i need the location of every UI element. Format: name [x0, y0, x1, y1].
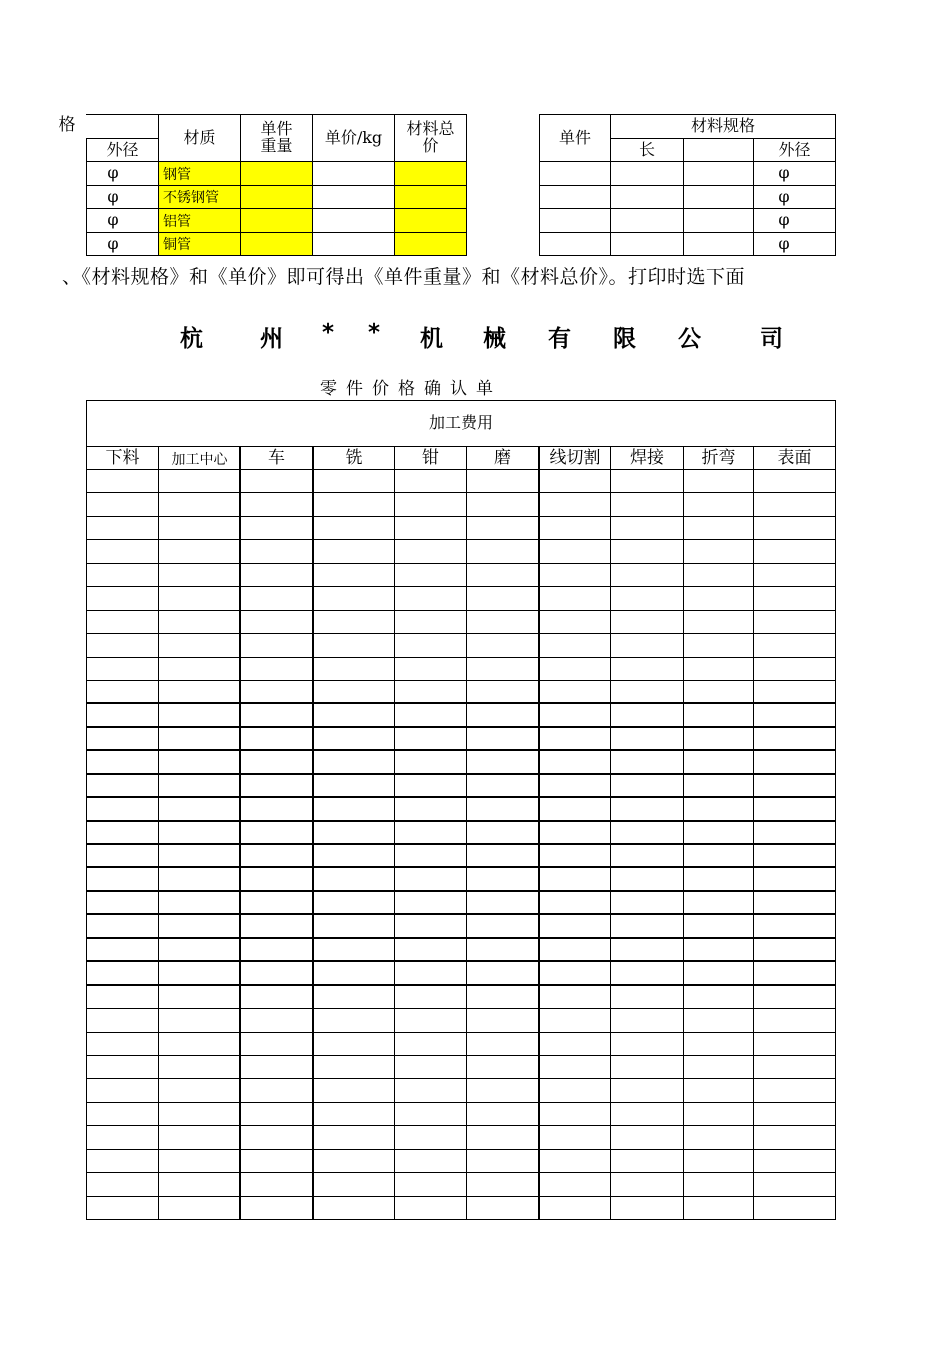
company-name: [0, 320, 950, 352]
grid-line: [86, 1032, 836, 1033]
phi-symbol: φ: [778, 233, 790, 253]
grid-line: [86, 1102, 836, 1103]
column-header: 磨: [494, 447, 511, 468]
header-outer-diameter-right: 外径: [778, 139, 811, 159]
grid-line: [86, 749, 836, 751]
company-char: 司: [760, 326, 783, 352]
grid-line: [86, 400, 87, 1220]
grid-line: [86, 680, 836, 681]
grid-line: [86, 1078, 836, 1079]
grid-line: [538, 446, 540, 1220]
grid-line: [86, 937, 836, 939]
grid-line: [86, 1219, 836, 1220]
column-header: 表面: [777, 447, 812, 468]
grid-line: [86, 657, 836, 658]
company-char: *: [322, 320, 335, 346]
grid-line: [312, 446, 314, 1220]
phi-symbol: φ: [107, 186, 119, 206]
grid-line: [158, 446, 159, 1220]
grid-line: [86, 610, 836, 611]
grid-line: [86, 984, 836, 986]
grid-line: [86, 469, 836, 470]
grid-line: [86, 539, 836, 540]
column-header: 车: [268, 447, 285, 468]
grid-line: [86, 702, 836, 704]
grid-line: [86, 866, 836, 868]
grid-line: [835, 400, 836, 1220]
phi-symbol: φ: [107, 210, 119, 230]
grid-line: [753, 446, 754, 1220]
company-char: *: [368, 320, 381, 346]
company-char: 州: [260, 326, 283, 352]
column-header: 折弯: [701, 447, 736, 468]
grid-line: [86, 726, 836, 728]
grid-line: [86, 446, 836, 447]
grid-line: [86, 1008, 836, 1009]
material-steel-tube: 钢管: [163, 166, 191, 183]
grid-line: [86, 516, 836, 517]
material-copper-tube: 铜管: [163, 237, 191, 253]
header-unit-weight: 单件 重量: [260, 119, 293, 155]
grid-line: [610, 446, 611, 1220]
column-header: 焊接: [630, 447, 664, 468]
grid-line: [239, 446, 241, 1220]
phi-symbol: φ: [778, 163, 790, 183]
material-stainless-tube: 不锈钢管: [163, 190, 219, 206]
grid-line: [86, 563, 836, 564]
grid-line: [86, 492, 836, 493]
header-material: 材质: [183, 127, 216, 147]
column-header: 钳: [422, 447, 439, 468]
company-char: 有: [548, 326, 571, 352]
grid-line: [86, 1196, 836, 1197]
grid-line: [683, 446, 684, 1220]
header-outer-diameter: 外径: [106, 139, 139, 159]
company-char: 机: [420, 326, 443, 352]
grid-line: [86, 400, 836, 401]
column-header: 铣: [345, 447, 363, 468]
column-header: 线切割: [549, 447, 601, 468]
grid-line: [466, 446, 467, 1220]
grid-line: [86, 1172, 836, 1173]
phi-symbol: φ: [107, 163, 119, 183]
grid-line: [86, 820, 836, 822]
grid-line: [86, 796, 836, 798]
group-header-processing-cost: 加工费用: [428, 413, 493, 433]
phi-symbol: φ: [778, 210, 790, 230]
header-price-per-kg: 单价/kg: [324, 127, 383, 147]
grid-line: [86, 1125, 836, 1126]
grid-line: [86, 1055, 836, 1056]
column-header: 下料: [105, 447, 140, 468]
header-length: 长: [638, 139, 655, 159]
grid-line: [86, 843, 836, 845]
company-char: 杭: [180, 326, 203, 352]
row-label-ge: 格: [58, 115, 76, 136]
form-title: 零件价格确认单: [320, 379, 502, 399]
grid-line: [86, 913, 836, 915]
grid-line: [86, 1149, 836, 1150]
grid-line: [86, 586, 836, 587]
header-material-spec: 材料规格: [690, 116, 755, 136]
company-char: 限: [613, 326, 636, 352]
grid-line: [394, 446, 395, 1220]
phi-symbol: φ: [778, 186, 790, 206]
phi-symbol: φ: [107, 233, 119, 253]
grid-line: [86, 773, 836, 775]
column-header: 加工中心: [171, 452, 228, 469]
instruction-note: 、《材料规格》和《单价》即可得出《单件重量》和《材料总价》。打印时选下面: [62, 266, 746, 288]
material-total-highlight: [395, 162, 466, 256]
grid-line: [86, 960, 836, 962]
unit-weight-highlight: [241, 162, 312, 256]
material-aluminum-tube: 铝管: [163, 213, 191, 230]
company-char: 公: [678, 326, 701, 352]
header-piece: 单件: [558, 127, 591, 147]
grid-line: [86, 633, 836, 634]
grid-line: [86, 890, 836, 892]
header-material-total: 材料总 价: [406, 119, 455, 155]
company-char: 械: [483, 326, 506, 352]
